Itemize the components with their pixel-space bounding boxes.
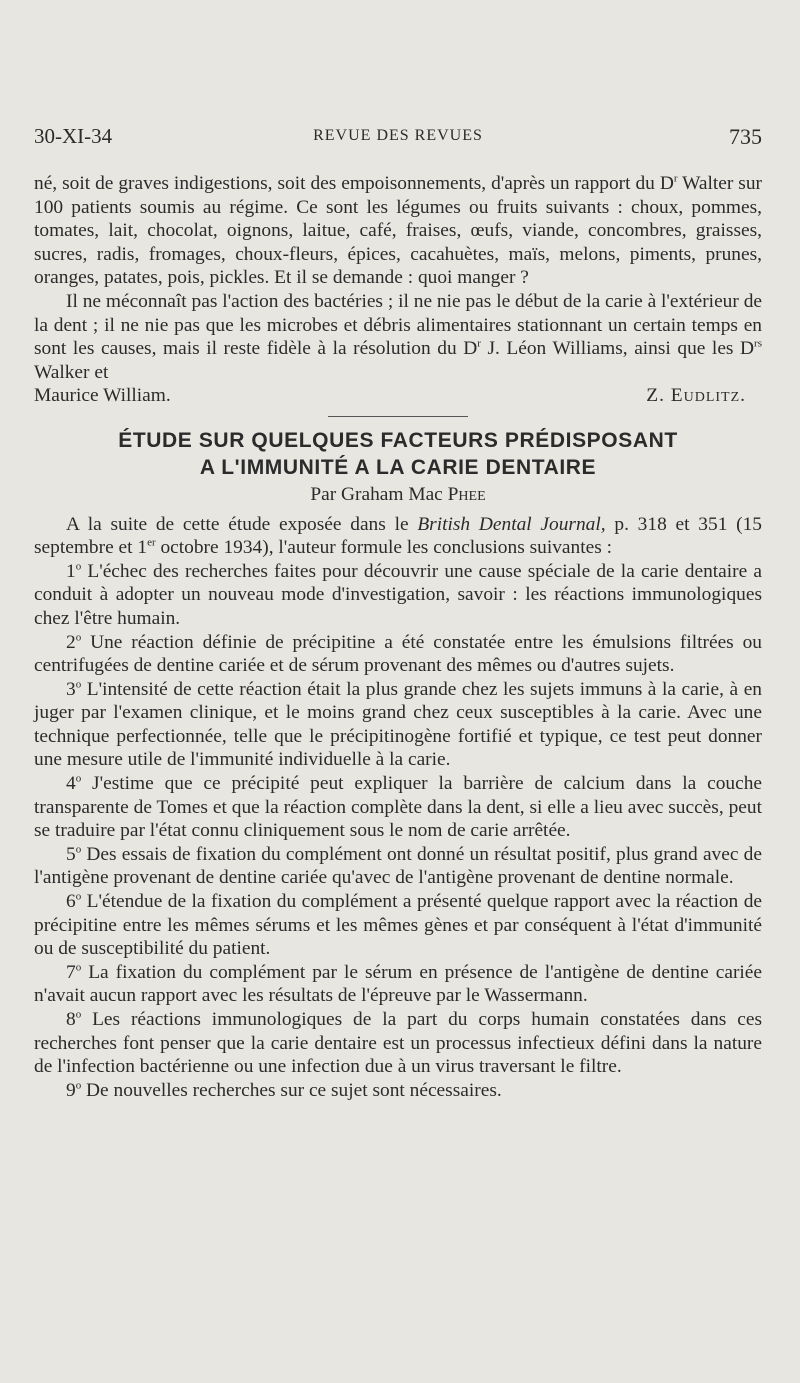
conclusion-item: 1$^o$ L'échec des recherches faites pour découvrir une cause spéciale de la carie dentaire a conduit à adopter un nouveau mode d'investigation, savoir : les réactions immunologiques chez l'être humain. <box>34 560 762 629</box>
conclusion-item: 5$^o$ Des essais de fixation du complément ont donné un résultat positif, plus grand avec de l'antigène provenant de dentine cariée qu'avec de l'antigène provenant de dentine normale. <box>34 843 762 889</box>
conclusion-item: 4$^o$ J'estime que ce précipité peut expliquer la barrière de calcium dans la couche transparente de Tomes et que la réaction complète dans la dent, si elle a lieu avec succès, peut se traduire par l'état connu cliniquement sous le nom de carie arrêtée. <box>34 772 762 842</box>
conclusion-item: 8$^o$ Les réactions immunologiques de la part du corps humain constatées dans ces recherches font penser que la carie dentaire est un processus infectieux défini dans la nature de l'infection bactérienne ou une infection due à un virus traversant le filtre. <box>34 1008 762 1078</box>
article-title <box>34 427 762 481</box>
author-signature: Z. Eudlitz. <box>646 385 746 407</box>
continuation-paragraph-2: Il ne méconnaît pas l'action des bactéries ; il ne nie pas le début de la carie à l'extérieur de la dent ; il ne nie pas que les microbes et débris alimentaires stationnant un certain temps en sont les causes, mais il reste fidèle à la résolution du $D^r$ J. Léon Williams, ainsi que les $D^{rs}$ Walker et <box>34 290 762 383</box>
journal-name: British Dental Journal, <box>417 513 606 535</box>
page-body <box>34 172 762 1102</box>
conclusion-item: 9$^o$ De nouvelles recherches sur ce sujet sont nécessaires. <box>66 1079 502 1101</box>
conclusions-list <box>34 560 762 1103</box>
signature-line <box>34 384 762 408</box>
conclusion-item: 6$^o$ L'étendue de la fixation du complément a présenté quelque rapport avec la réaction de précipitine entre les mêmes sérums et les mêmes gènes et par conséquent à l'état d'immunité ou de susceptibilité du patient. <box>34 890 762 960</box>
article-title-line-2: A L'IMMUNITÉ A LA CARIE DENTAIRE <box>199 455 597 479</box>
conclusion-item: 2$^o$ Une réaction définie de précipitine a été constatée entre les émulsions filtrées ou centrifugées de dentine cariée et de sérum provenant des mêmes ou d'autres sujets. <box>34 631 762 677</box>
issue-date: 30-XI-34 <box>34 124 113 148</box>
continuation-last-line: Maurice William. <box>34 385 171 407</box>
page-number: 735 <box>729 124 762 149</box>
section-divider <box>328 416 468 417</box>
running-header <box>34 124 762 154</box>
conclusion-item: 7$^o$ La fixation du complément par le sérum en présence de l'antigène de dentine cariée n'avait aucun rapport avec les résultats de l'épreuve par le Wassermann. <box>34 961 762 1007</box>
continuation-paragraph-1: né, soit de graves indigestions, soit des empoisonnements, d'après un rapport du $D^r$ Walter sur 100 patients soumis au régime. Ce sont les légumes ou fruits suivants : choux, pommes, tomates, lait, chocolat, oignons, laitue, café, fraises, œufs, viande, concombres, graisses, sucres, radis, fromages, choux-fleurs, épices, cacahuètes, maïs, melons, piments, prunes, oranges, patates, pois, pickles. Et il se demande : quoi manger ? <box>34 172 762 289</box>
article-title-line-1: ÉTUDE SUR QUELQUES FACTEURS PRÉDISPOSANT <box>118 428 678 452</box>
journal-section-title: REVUE DES REVUES <box>313 127 483 144</box>
article-intro: A la suite de cette étude exposée dans le British Dental Journal, p. 318 et 351 (15 septembre et 1er octobre 1934), l'auteur formule les conclusions suivantes : <box>34 513 762 559</box>
article-byline: Par Graham Mac Phee <box>310 483 486 505</box>
conclusion-item: 3$^o$ L'intensité de cette réaction était la plus grande chez les sujets immuns à la carie, à en juger par l'examen clinique, et le moins grand chez ceux susceptibles à la carie. Avec une technique perfectionnée, telle que le précipitinogène fortifié et typique, ce test peut donner une mesure utile de l'immunité individuelle à la carie. <box>34 678 762 771</box>
